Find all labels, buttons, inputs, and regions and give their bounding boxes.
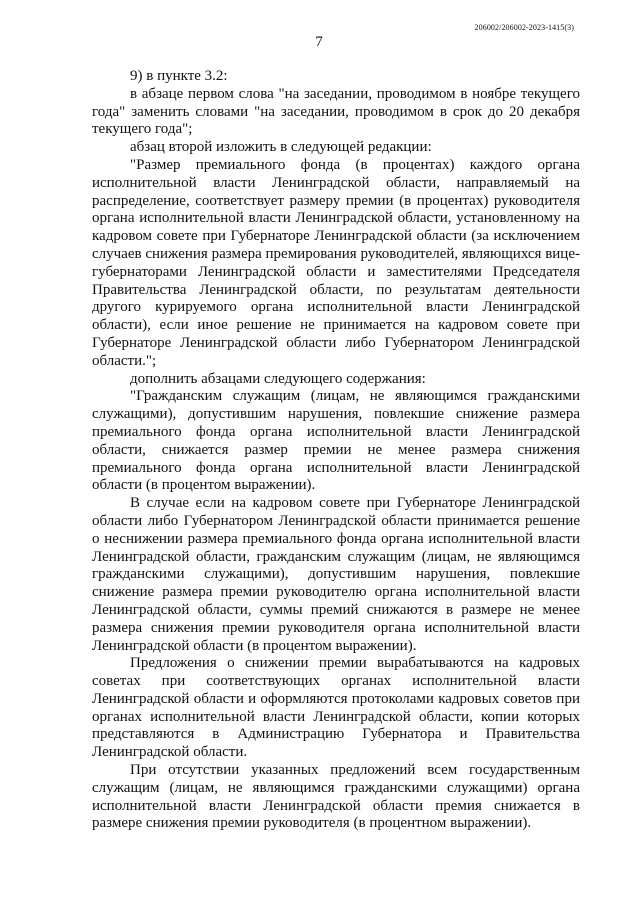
paragraph-absence-of-proposals: При отсутствии указанных предложений всем государственным служащим (лицам, не являющимся гражданскими служащими) органа исполнительной власти Ленинградской области премия снижается в размере снижения премии руководителя (в процентном выражении). xyxy=(92,762,580,832)
paragraph-premium-fund-size: "Размер премиального фонда (в процентах) каждого органа исполнительной власти Ленинградской области, направляемый на распределение, соответствует размеру премии (в процентах) руководителя органа исполнительной власти Ленинградской области, установленному на кадровом совете при Губернаторе Ленинградской области (за исключением случаев снижения размера премирования руководителей, являющихся вице-губернаторами Ленинградской области и заместителями Председателя Правительства Ленинградской области, по результатам деятельности другого курируемого органа исполнительной власти Ленинградской области), если иное решение не принимается на кадровом совете при Губернаторе Ленинградской области либо Губернатором Ленинградской области."; xyxy=(92,156,580,369)
paragraph-non-reduction-case: В случае если на кадровом совете при Губернаторе Ленинградской области либо Губернатором Ленинградской области принимается решение о неснижении размера премиального фонда органа исполнительной власти Ленинградской области, гражданским служащим (лицам, не являющимся гражданскими служащими), допустившим нарушения, повлекшие снижение размера премии руководителю органа исполнительной власти Ленинградской области, суммы премий снижаются в размере не менее размера снижения премии руководителя органа исполнительной власти Ленинградской области (в процентом выражении). xyxy=(92,495,580,654)
document-body xyxy=(92,68,580,833)
paragraph-civil-servants: "Гражданским служащим (лицам, не являющимся гражданскими служащими), допустившим нарушения, повлекшие снижение размера премиального фонда органа исполнительной власти Ленинградской области, снижается размер премии не менее размера снижения премиального фонда органа исполнительной власти Ленинградской области (в процентом выражении). xyxy=(92,388,580,494)
document-code: 206002/206002-2023-1415(3) xyxy=(474,23,574,32)
page-number: 7 xyxy=(315,34,323,50)
paragraph-add-abzacs-intro: дополнить абзацами следующего содержания: xyxy=(130,370,426,387)
paragraph-item-9: 9) в пункте 3.2: xyxy=(130,68,228,84)
paragraph-proposals: Предложения о снижении премии вырабатываются на кадровых советах при соответствующих органах исполнительной власти Ленинградской области и оформляются протоколами кадровых советов при органах исполнительной власти Ленинградской области, копии которых представляются в Администрацию Губернатора и Правительства Ленинградской области. xyxy=(92,655,580,761)
paragraph-amend-first-abzac: в абзаце первом слова "на заседании, проводимом в ноябре текущего года" заменить словами "на заседании, проводимом в срок до 20 декабря текущего года"; xyxy=(92,85,580,138)
paragraph-second-abzac-intro: абзац второй изложить в следующей редакции: xyxy=(130,139,432,156)
